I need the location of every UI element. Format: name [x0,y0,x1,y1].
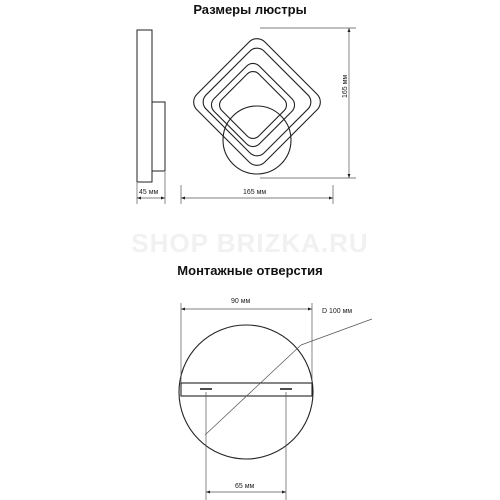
center-circle [223,106,291,174]
side-body [137,30,152,182]
side-view [137,30,165,182]
width-label: 165 мм [243,189,267,196]
front-view [189,34,325,174]
mounting-view [179,325,313,459]
diameter-label: D 100 мм [322,308,353,315]
depth-label: 45 мм [139,189,159,196]
mounting-arrows [181,308,312,494]
plate-width-label: 90 мм [231,298,251,305]
dimensions-title: Размеры люстры [193,2,307,17]
watermark: SHOP BRIZKA.RU [131,228,369,258]
mounting-title: Монтажные отверстия [177,263,323,278]
outer-square-ring [189,34,325,170]
inner-square-ring [208,60,299,151]
hole-spacing-label: 65 мм [235,483,255,490]
height-label: 165 мм [342,74,349,98]
side-mount-plate [152,102,165,171]
outer-square-ring-inner [199,44,315,160]
dimension-arrows [137,28,351,200]
